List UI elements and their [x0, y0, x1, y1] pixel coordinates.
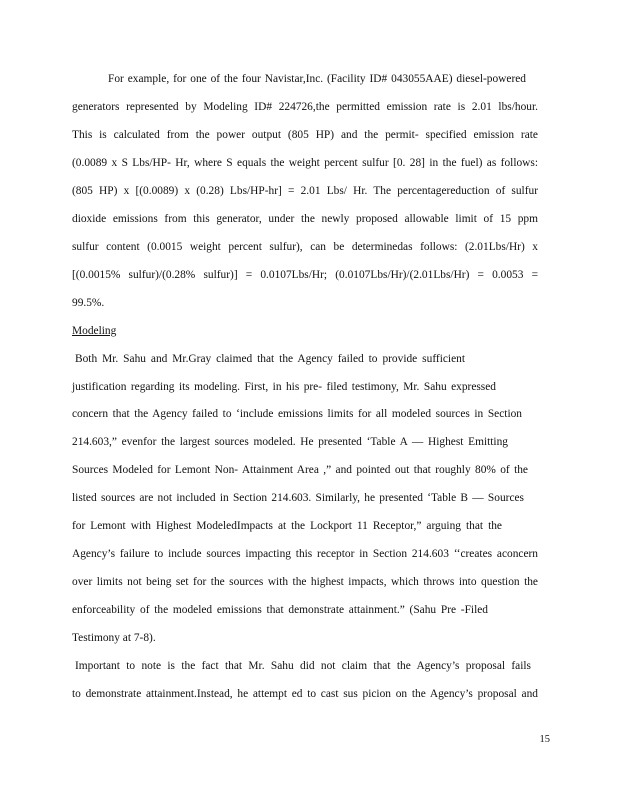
paragraph-1-line-7: sulfur content (0.0015 weight percent sulfur), can be determinedas follows: (2.01Lbs/Hr) x — [72, 241, 538, 253]
paragraph-2-line-7: for Lemont with Highest ModeledImpacts at the Lockport 11 Receptor,” arguing that the — [72, 520, 502, 532]
paragraph-1-line-3: This is calculated from the power output (805 HP) and the permit- specified emission rate — [72, 129, 538, 141]
section-heading-modeling: Modeling — [72, 325, 117, 337]
paragraph-3-line-2: to demonstrate attainment.Instead, he attempt ed to cast sus picion on the Agency’s proposal and — [72, 688, 538, 700]
page-number: 15 — [539, 734, 550, 745]
paragraph-2-line-2: justification regarding its modeling. First, in his pre- filed testimony, Mr. Sahu expressed — [72, 381, 496, 393]
paragraph-2-line-11: Testimony at 7-8). — [72, 632, 156, 644]
paragraph-2-line-3: concern that the Agency failed to ‘include emissions limits for all modeled sources in Section — [72, 408, 522, 420]
paragraph-1-line-8: [(0.0015% sulfur)/(0.28% sulfur)] = 0.0107Lbs/Hr; (0.0107Lbs/Hr)/(2.01Lbs/Hr) = 0.0053 = — [72, 269, 538, 281]
paragraph-1-line-2: generators represented by Modeling ID# 224726,the permitted emission rate is 2.01 lbs/hour. — [72, 101, 538, 113]
paragraph-2-line-8: Agency’s failure to include sources impacting this receptor in Section 214.603 ‘‘creates aconcern — [72, 548, 538, 560]
paragraph-1-line-4: (0.0089 x S Lbs/HP- Hr, where S equals the weight percent sulfur [0. 28] in the fuel) as follows: — [72, 157, 538, 169]
paragraph-2-line-5: Sources Modeled for Lemont Non- Attainment Area ,” and pointed out that roughly 80% of the — [72, 464, 528, 476]
paragraph-2-line-4: 214.603,” evenfor the largest sources modeled. He presented ‘Table A — Highest Emitting — [72, 436, 508, 448]
paragraph-1-line-6: dioxide emissions from this generator, under the newly proposed allowable limit of 15 ppm — [72, 213, 538, 225]
paragraph-1-line-5: (805 HP) x [(0.0089) x (0.28) Lbs/HP-hr] = 2.01 Lbs/ Hr. The percentagereduction of sulfur — [72, 185, 538, 197]
paragraph-3-line-1: Important to note is the fact that Mr. Sahu did not claim that the Agency’s proposal fails — [75, 660, 531, 672]
paragraph-1-line-1: For example, for one of the four Navistar,Inc. (Facility ID# 043055AAE) diesel-powered — [108, 73, 526, 85]
paragraph-2-line-10: enforceability of the modeled emissions that demonstrate attainment.” (Sahu Pre -Filed — [72, 604, 488, 616]
paragraph-2-line-6: listed sources are not included in Section 214.603. Similarly, he presented ‘Table B — Sources — [72, 492, 524, 504]
paragraph-2-line-1: Both Mr. Sahu and Mr.Gray claimed that the Agency failed to provide sufficient — [75, 353, 465, 365]
paragraph-1-line-9: 99.5%. — [72, 297, 105, 309]
paragraph-2-line-9: over limits not being set for the sources with the highest impacts, which throws into question the — [72, 576, 538, 588]
